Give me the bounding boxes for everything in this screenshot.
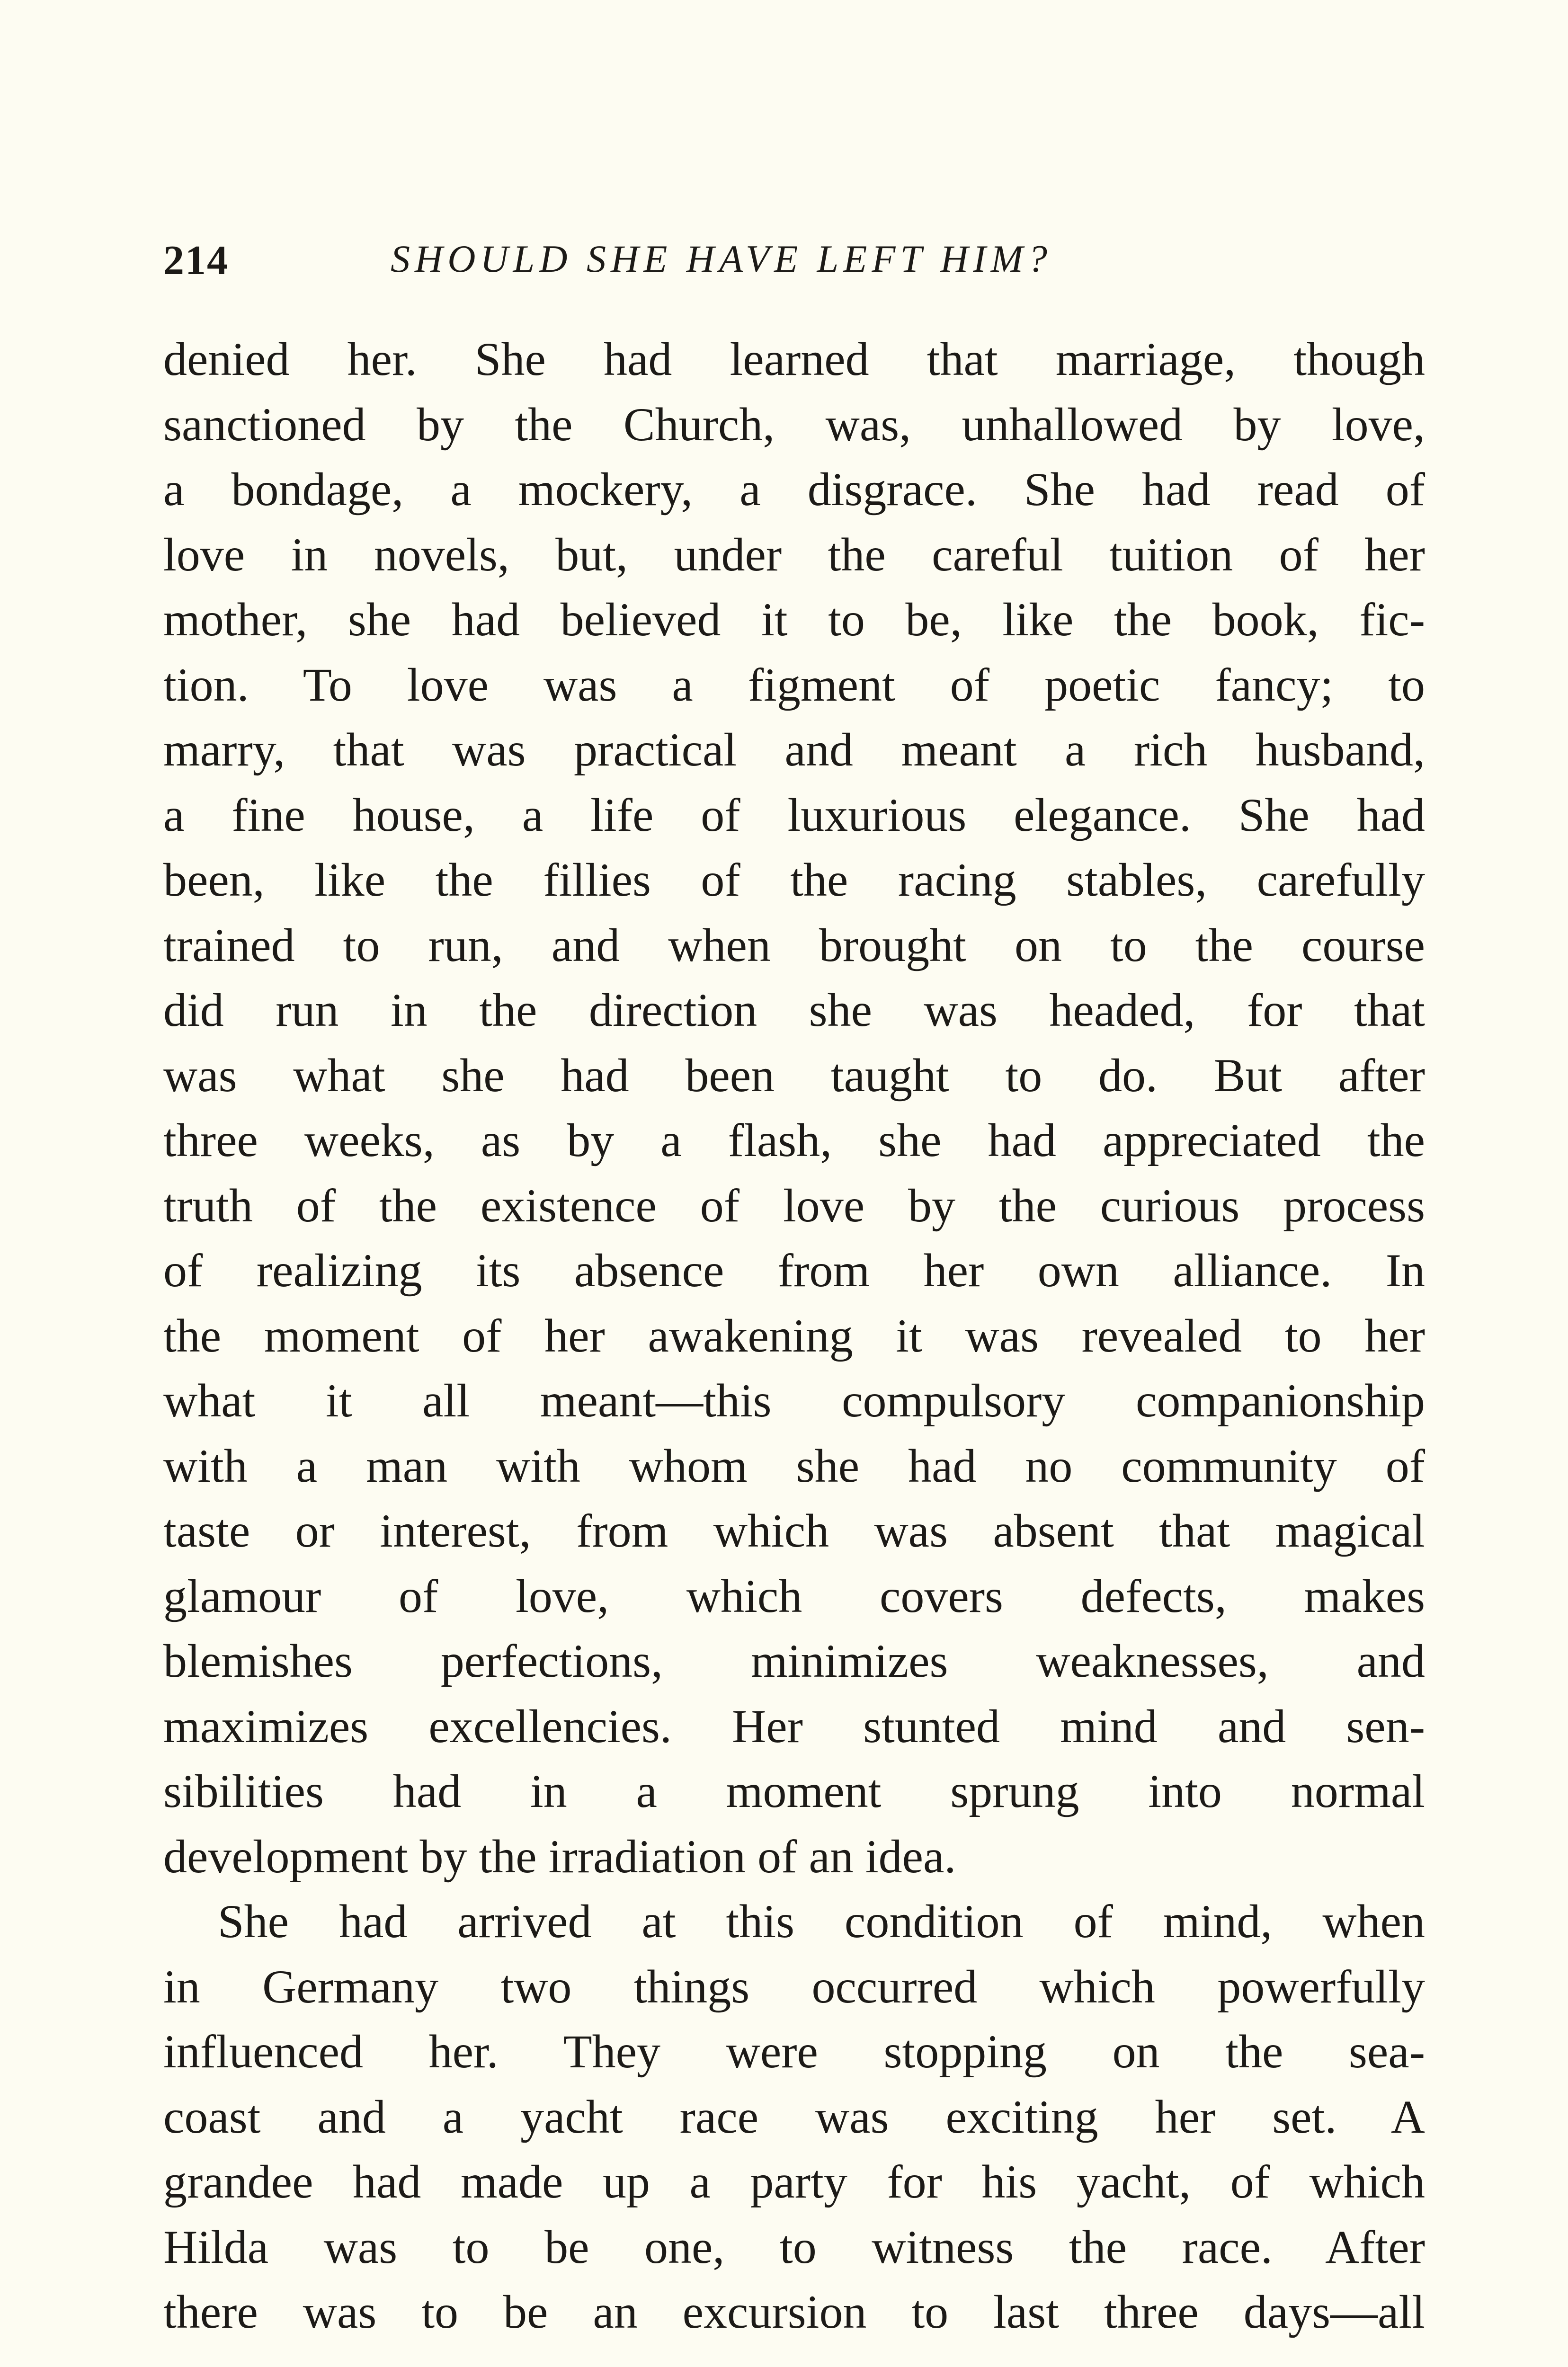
text-line: denied her. She had learned that marriage, though xyxy=(163,333,1425,385)
text-line: sibilities had in a moment sprung into normal xyxy=(163,1765,1425,1817)
text-line: with a man with whom she had no community of xyxy=(163,1439,1425,1492)
text-line: tion. To love was a figment of poetic fancy; to xyxy=(163,658,1425,711)
paragraph xyxy=(163,327,1425,1889)
text-line: did run in the direction she was headed, for that xyxy=(163,984,1425,1036)
text-line: She had arrived at this condition of mind, when xyxy=(218,1895,1425,1948)
paragraph xyxy=(163,1889,1425,2345)
text-line: of realizing its absence from her own alliance. In xyxy=(163,1244,1425,1297)
text-line: blemishes perfections, minimizes weaknesses, and xyxy=(163,1635,1425,1687)
text-line: truth of the existence of love by the curious process xyxy=(163,1179,1425,1232)
text-line: influenced her. They were stopping on the sea- xyxy=(163,2025,1425,2078)
text-line: was what she had been taught to do. But after xyxy=(163,1049,1425,1102)
text-line: a fine house, a life of luxurious elegance. She had xyxy=(163,788,1425,841)
text-line: development by the irradiation of an idea. xyxy=(163,1830,956,1883)
text-line: mother, she had believed it to be, like the book, fic- xyxy=(163,593,1425,646)
text-line: grandee had made up a party for his yacht, of which xyxy=(163,2155,1425,2208)
text-line: the moment of her awakening it was revealed to her xyxy=(163,1309,1425,1362)
text-line: in Germany two things occurred which powerfully xyxy=(163,1960,1425,2013)
text-line: what it all meant—this compulsory companionship xyxy=(163,1374,1425,1427)
text-line: taste or interest, from which was absent that magical xyxy=(163,1504,1425,1557)
text-line: glamour of love, which covers defects, makes xyxy=(163,1569,1425,1622)
text-line: been, like the fillies of the racing stables, carefully xyxy=(163,854,1425,906)
body-text xyxy=(163,327,1425,2345)
text-line: there was to be an excursion to last three days—all xyxy=(163,2286,1425,2338)
running-title: SHOULD SHE HAVE LEFT HIM? xyxy=(391,237,1052,280)
text-line: Hilda was to be one, to witness the race. After xyxy=(163,2220,1425,2273)
text-line: love in novels, but, under the careful tuition of her xyxy=(163,528,1425,581)
page-number: 214 xyxy=(163,238,229,284)
running-head xyxy=(163,237,1432,294)
text-line: marry, that was practical and meant a rich husband, xyxy=(163,723,1425,776)
text-line: three weeks, as by a flash, she had appreciated the xyxy=(163,1114,1425,1166)
text-line: a bondage, a mockery, a disgrace. She had read of xyxy=(163,463,1425,516)
text-line: maximizes excellencies. Her stunted mind and sen- xyxy=(163,1700,1425,1753)
text-line: trained to run, and when brought on to the course xyxy=(163,918,1425,971)
text-line: coast and a yacht race was exciting her set. A xyxy=(163,2090,1425,2143)
text-line: sanctioned by the Church, was, unhallowed by love, xyxy=(163,398,1425,451)
